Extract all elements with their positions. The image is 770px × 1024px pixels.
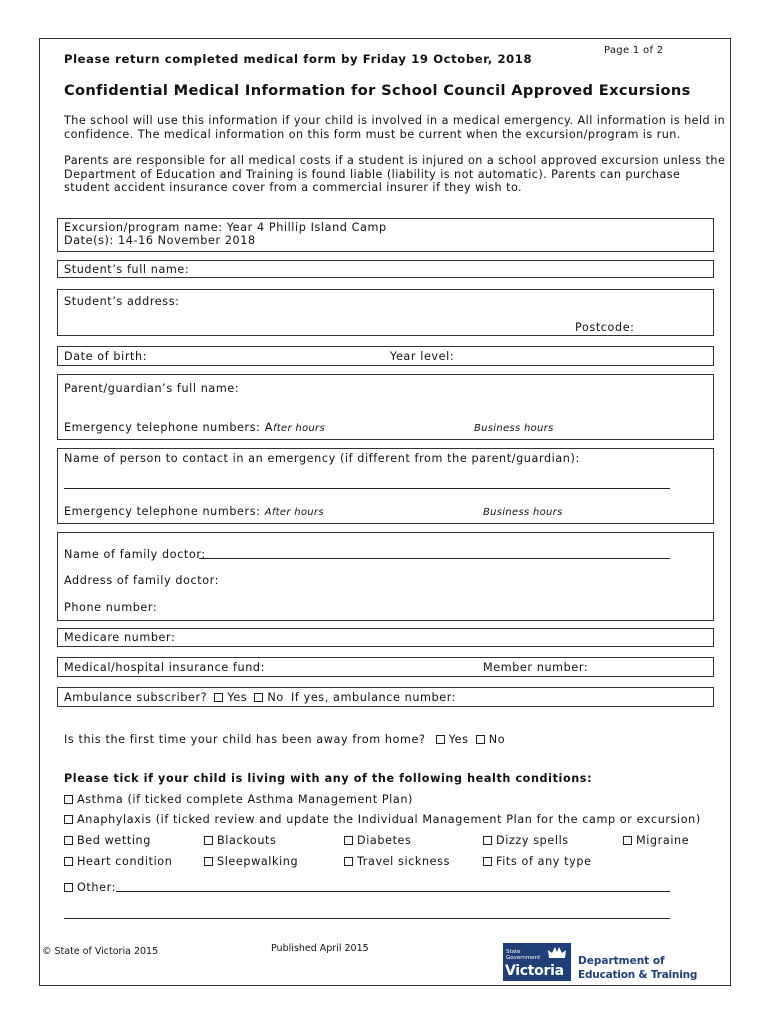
- logo-government: Government: [506, 955, 541, 961]
- anaphylaxis-option[interactable]: [64, 814, 701, 825]
- checkbox[interactable]: [483, 857, 492, 866]
- after-hours-label: fter hours: [272, 423, 325, 434]
- logo-state: State: [506, 949, 521, 955]
- doctor-name-line: [199, 558, 670, 559]
- yes-label: Yes: [448, 733, 469, 746]
- emergency-phone-text: Emergency telephone numbers: A: [64, 421, 273, 434]
- checkbox[interactable]: [204, 836, 213, 845]
- crown-icon: [547, 946, 567, 960]
- ambulance-yes-checkbox[interactable]: [214, 693, 223, 702]
- no-label: No: [267, 691, 284, 704]
- after-hours-label: After hours: [264, 507, 324, 518]
- victoria-logo: [503, 943, 571, 981]
- business-hours-label: Business hours: [483, 507, 563, 518]
- return-notice: Please return completed medical form by Friday 19 October, 2018: [64, 52, 533, 66]
- student-name-label: Student’s full name:: [64, 263, 190, 276]
- phone-number-label: Phone number:: [64, 601, 158, 614]
- no-label: No: [488, 733, 506, 746]
- ambulance-no-checkbox[interactable]: [254, 693, 263, 702]
- condition-label: Travel sickness: [357, 855, 451, 868]
- checkbox[interactable]: [344, 836, 353, 845]
- excursion-dates: Date(s): 14-16 November 2018: [64, 234, 256, 247]
- other-line: [116, 891, 670, 892]
- checkbox[interactable]: [64, 836, 73, 845]
- intro-line: Parents are responsible for all medical costs if a student is injured on a school approved excursion unless the: [64, 154, 726, 167]
- doctor-address-label: Address of family doctor:: [64, 574, 220, 587]
- first-time-yes-checkbox[interactable]: [436, 735, 445, 744]
- page-title: Confidential Medical Information for School Council Approved Excursions: [64, 82, 691, 99]
- condition-label: Heart condition: [77, 855, 173, 868]
- condition-heart[interactable]: [64, 856, 172, 867]
- condition-label: Fits of any type: [496, 855, 592, 868]
- year-level-label: Year level:: [390, 350, 455, 363]
- condition-diabetes[interactable]: [344, 835, 411, 846]
- intro-paragraph-2: [64, 154, 725, 195]
- asthma-option[interactable]: [64, 794, 413, 805]
- checkbox[interactable]: [204, 857, 213, 866]
- emergency-phone-label: [64, 422, 325, 434]
- ambulance-label: Ambulance subscriber?: [64, 691, 208, 704]
- other-line-2: [64, 918, 670, 919]
- checkbox[interactable]: [64, 857, 73, 866]
- intro-line: student accident insurance cover from a commercial insurer if they wish to.: [64, 181, 523, 195]
- condition-bed-wetting[interactable]: [64, 835, 151, 846]
- other-checkbox[interactable]: [64, 883, 73, 892]
- postcode-label: Postcode:: [575, 321, 635, 334]
- checkbox[interactable]: [344, 857, 353, 866]
- emergency-contact-label: Name of person to contact in an emergency (if different from the parent/guardian):: [64, 452, 580, 465]
- yes-label: Yes: [227, 691, 248, 704]
- condition-sleepwalking[interactable]: [204, 856, 298, 867]
- first-time-no-checkbox[interactable]: [476, 735, 485, 744]
- ambulance-row: [64, 692, 284, 703]
- intro-line: The school will use this information if your child is involved in a medical emergency. All information is held in: [64, 114, 726, 127]
- asthma-label: Asthma (if ticked complete Asthma Management Plan): [77, 793, 414, 806]
- intro-line: confidence. The medical information on this form must be current when the excursion/program is run.: [64, 127, 681, 141]
- condition-label: Diabetes: [357, 834, 412, 847]
- business-hours-label: Business hours: [474, 423, 554, 434]
- asthma-checkbox[interactable]: [64, 795, 73, 804]
- condition-label: Blackouts: [217, 834, 277, 847]
- emergency-phone-label-2: [64, 506, 324, 518]
- excursion-name: Excursion/program name: Year 4 Phillip Island Camp: [64, 221, 387, 234]
- anaphylaxis-label: Anaphylaxis (if ticked review and update the Individual Management Plan for the camp or excursion): [77, 813, 701, 826]
- page-number: Page 1 of 2: [604, 45, 664, 56]
- dob-label: Date of birth:: [64, 350, 148, 363]
- insurance-label: Medical/hospital insurance fund:: [64, 661, 265, 674]
- published-date: Published April 2015: [271, 943, 369, 954]
- student-address-label: Student’s address:: [64, 295, 180, 308]
- condition-blackouts[interactable]: [204, 835, 276, 846]
- emergency-phone-text: Emergency telephone numbers:: [64, 505, 261, 518]
- condition-dizzy-spells[interactable]: [483, 835, 569, 846]
- condition-label: Migraine: [636, 834, 690, 847]
- copyright: © State of Victoria 2015: [42, 946, 159, 957]
- ambulance-number-label: If yes, ambulance number:: [291, 691, 457, 704]
- condition-fits[interactable]: [483, 856, 592, 867]
- logo-victoria: Victoria: [505, 963, 564, 979]
- checkbox[interactable]: [623, 836, 632, 845]
- intro-paragraph-1: [64, 114, 725, 141]
- checkbox[interactable]: [483, 836, 492, 845]
- other-option[interactable]: [64, 882, 116, 893]
- medicare-label: Medicare number:: [64, 631, 176, 644]
- parent-name-label: Parent/guardian’s full name:: [64, 382, 240, 395]
- condition-travel-sickness[interactable]: [344, 856, 450, 867]
- department-line-1: Department of: [578, 955, 665, 967]
- anaphylaxis-checkbox[interactable]: [64, 815, 73, 824]
- health-heading: Please tick if your child is living with any of the following health conditions:: [64, 772, 593, 785]
- dob-year-field[interactable]: [57, 346, 714, 366]
- first-time-row: [64, 734, 505, 745]
- member-number-label: Member number:: [483, 661, 589, 674]
- condition-label: Sleepwalking: [217, 855, 299, 868]
- doctor-name-label: Name of family doctor:: [64, 548, 206, 561]
- department-line-2: Education & Training: [578, 969, 698, 981]
- emergency-contact-line: [64, 488, 670, 489]
- condition-label: Bed wetting: [77, 834, 151, 847]
- condition-label: Dizzy spells: [496, 834, 569, 847]
- intro-line: Department of Education and Training is found liable (liability is not automatic). Parents can purchase: [64, 167, 681, 181]
- first-time-question: Is this the first time your child has been away from home?: [64, 733, 426, 746]
- other-label: Other:: [77, 881, 116, 894]
- condition-migraine[interactable]: [623, 835, 689, 846]
